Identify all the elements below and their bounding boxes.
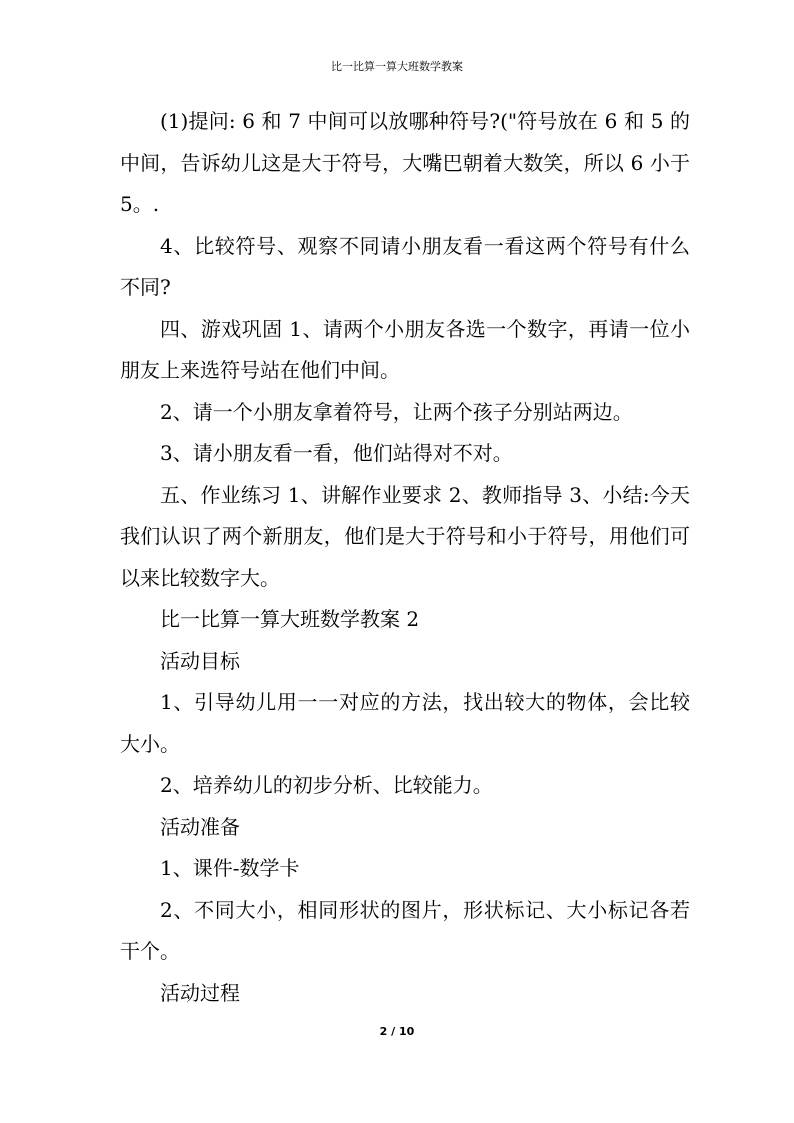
- page-header: 比一比算一算大班数学教案: [331, 60, 463, 73]
- paragraph: 3、请小朋友看一看，他们站得对不对。: [160, 441, 513, 465]
- paragraph: 4、比较符号、观察不同请小朋友看一看这两个符号有什么不同?: [120, 233, 690, 299]
- paragraph: 2、培养幼儿的初步分析、比较能力。: [160, 773, 493, 797]
- paragraph: 2、请一个小朋友拿着符号，让两个孩子分别站两边。: [160, 399, 633, 424]
- paragraph: 1、引导幼儿用一一对应的方法，找出较大的物体，会比较大小。: [120, 690, 690, 756]
- paragraph: 2、不同大小，相同形状的图片，形状标记、大小标记各若干个。: [120, 897, 690, 963]
- document-body: [120, 101, 690, 1014]
- section-heading: 活动目标: [160, 648, 240, 673]
- paragraph: 五、作业练习 1、讲解作业要求 2、教师指导 3、小结:今天我们认识了两个新朋友，他们是大于符号和小于符号，用他们可以来比较数字大。: [120, 482, 690, 590]
- paragraph: (1)提问: 6 和 7 中间可以放哪种符号?("符号放在 6 和 5 的中间，告诉幼儿这是大于符号，大嘴巴朝着大数笑，所以 6 小于 5。.: [120, 109, 690, 216]
- paragraph: 四、游戏巩固 1、请两个小朋友各选一个数字，再请一位小朋友上来选符号站在他们中间。: [120, 316, 690, 382]
- section-heading: 活动过程: [160, 980, 240, 1005]
- section-heading: 活动准备: [160, 814, 240, 839]
- page-number: 2 / 10: [379, 1025, 415, 1038]
- paragraph: 1、课件-数学卡: [160, 856, 300, 880]
- section-title: 比一比算一算大班数学教案 2: [160, 607, 420, 631]
